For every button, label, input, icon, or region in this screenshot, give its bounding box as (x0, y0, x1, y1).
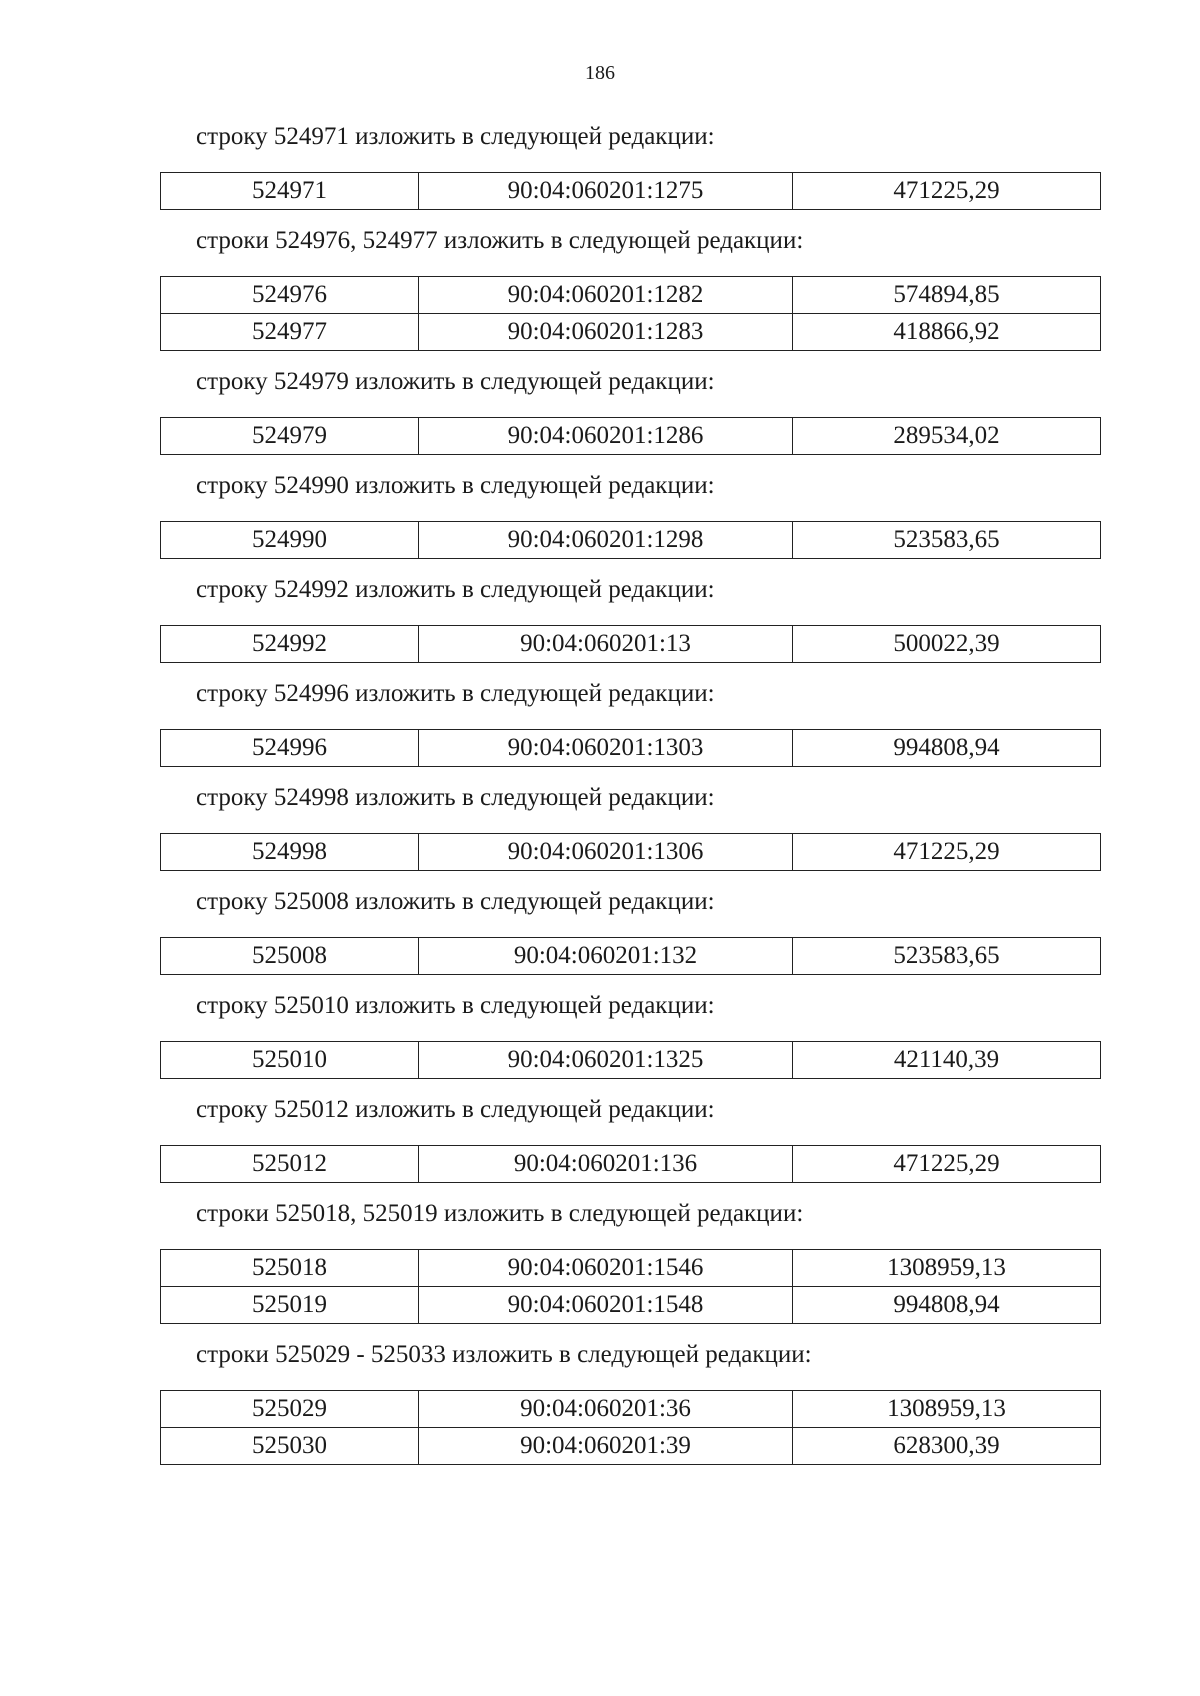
cadastral-number-cell: 90:04:060201:1303 (419, 730, 793, 767)
amendment-intro: строку 525008 изложить в следующей редакции: (196, 888, 715, 915)
amendment-section (160, 1093, 1100, 1183)
value-cell: 471225,29 (793, 173, 1101, 210)
value-cell: 471225,29 (793, 1146, 1101, 1183)
amendment-table (160, 417, 1101, 455)
row-number-cell: 524971 (161, 173, 419, 210)
row-number-cell: 524996 (161, 730, 419, 767)
row-number-cell: 524976 (161, 277, 419, 314)
value-cell: 418866,92 (793, 314, 1101, 351)
table-row (161, 173, 1101, 210)
table-row (161, 1287, 1101, 1324)
amendment-intro: строку 524971 изложить в следующей редакции: (196, 123, 715, 150)
table-row (161, 626, 1101, 663)
value-cell: 523583,65 (793, 522, 1101, 559)
amendment-section (160, 365, 1100, 455)
amendment-intro: строку 524996 изложить в следующей редакции: (196, 680, 715, 707)
value-cell: 1308959,13 (793, 1391, 1101, 1428)
table-row (161, 277, 1101, 314)
amendment-intro: строку 525012 изложить в следующей редакции: (196, 1096, 715, 1123)
row-number-cell: 525030 (161, 1428, 419, 1465)
amendment-section (160, 885, 1100, 975)
value-cell: 1308959,13 (793, 1250, 1101, 1287)
amendment-section (160, 224, 1100, 351)
amendment-section (160, 573, 1100, 663)
value-cell: 289534,02 (793, 418, 1101, 455)
value-cell: 994808,94 (793, 730, 1101, 767)
amendment-section (160, 469, 1100, 559)
amendment-table (160, 1145, 1101, 1183)
cadastral-number-cell: 90:04:060201:1325 (419, 1042, 793, 1079)
table-row (161, 730, 1101, 767)
cadastral-number-cell: 90:04:060201:39 (419, 1428, 793, 1465)
cadastral-number-cell: 90:04:060201:1306 (419, 834, 793, 871)
amendment-section (160, 1197, 1100, 1324)
amendment-section (160, 120, 1100, 210)
table-row (161, 1146, 1101, 1183)
amendment-table (160, 172, 1101, 210)
row-number-cell: 525010 (161, 1042, 419, 1079)
table-row (161, 1428, 1101, 1465)
cadastral-number-cell: 90:04:060201:1546 (419, 1250, 793, 1287)
cadastral-number-cell: 90:04:060201:1283 (419, 314, 793, 351)
value-cell: 628300,39 (793, 1428, 1101, 1465)
value-cell: 471225,29 (793, 834, 1101, 871)
amendment-table (160, 729, 1101, 767)
amendment-intro: строки 525018, 525019 изложить в следующей редакции: (196, 1200, 804, 1227)
value-cell: 523583,65 (793, 938, 1101, 975)
cadastral-number-cell: 90:04:060201:36 (419, 1391, 793, 1428)
amendment-table (160, 521, 1101, 559)
amendment-table (160, 276, 1101, 351)
table-row (161, 1391, 1101, 1428)
row-number-cell: 524979 (161, 418, 419, 455)
table-row (161, 314, 1101, 351)
amendment-intro: строки 524976, 524977 изложить в следующей редакции: (196, 227, 804, 254)
row-number-cell: 524998 (161, 834, 419, 871)
page-number: 186 (585, 62, 615, 84)
amendment-table (160, 937, 1101, 975)
amendment-intro: строку 524998 изложить в следующей редакции: (196, 784, 715, 811)
amendment-table (160, 1041, 1101, 1079)
amendment-intro: строку 524992 изложить в следующей редакции: (196, 576, 715, 603)
amendment-section (160, 781, 1100, 871)
amendment-intro: строку 525010 изложить в следующей редакции: (196, 992, 715, 1019)
amendment-table (160, 833, 1101, 871)
table-row (161, 1042, 1101, 1079)
row-number-cell: 524992 (161, 626, 419, 663)
row-number-cell: 524977 (161, 314, 419, 351)
row-number-cell: 524990 (161, 522, 419, 559)
value-cell: 994808,94 (793, 1287, 1101, 1324)
table-row (161, 1250, 1101, 1287)
amendment-intro: строки 525029 - 525033 изложить в следующей редакции: (196, 1341, 812, 1368)
cadastral-number-cell: 90:04:060201:1282 (419, 277, 793, 314)
amendment-intro: строку 524979 изложить в следующей редакции: (196, 368, 715, 395)
amendment-section (160, 677, 1100, 767)
cadastral-number-cell: 90:04:060201:1298 (419, 522, 793, 559)
document-body (160, 120, 1100, 1479)
table-row (161, 938, 1101, 975)
amendment-intro: строку 524990 изложить в следующей редакции: (196, 472, 715, 499)
table-row (161, 522, 1101, 559)
table-row (161, 418, 1101, 455)
cadastral-number-cell: 90:04:060201:136 (419, 1146, 793, 1183)
value-cell: 421140,39 (793, 1042, 1101, 1079)
amendment-section (160, 989, 1100, 1079)
cadastral-number-cell: 90:04:060201:132 (419, 938, 793, 975)
row-number-cell: 525019 (161, 1287, 419, 1324)
value-cell: 574894,85 (793, 277, 1101, 314)
table-row (161, 834, 1101, 871)
amendment-table (160, 1390, 1101, 1465)
amendment-table (160, 625, 1101, 663)
cadastral-number-cell: 90:04:060201:1286 (419, 418, 793, 455)
row-number-cell: 525029 (161, 1391, 419, 1428)
cadastral-number-cell: 90:04:060201:13 (419, 626, 793, 663)
row-number-cell: 525008 (161, 938, 419, 975)
amendment-table (160, 1249, 1101, 1324)
row-number-cell: 525012 (161, 1146, 419, 1183)
cadastral-number-cell: 90:04:060201:1548 (419, 1287, 793, 1324)
cadastral-number-cell: 90:04:060201:1275 (419, 173, 793, 210)
value-cell: 500022,39 (793, 626, 1101, 663)
amendment-section (160, 1338, 1100, 1465)
row-number-cell: 525018 (161, 1250, 419, 1287)
